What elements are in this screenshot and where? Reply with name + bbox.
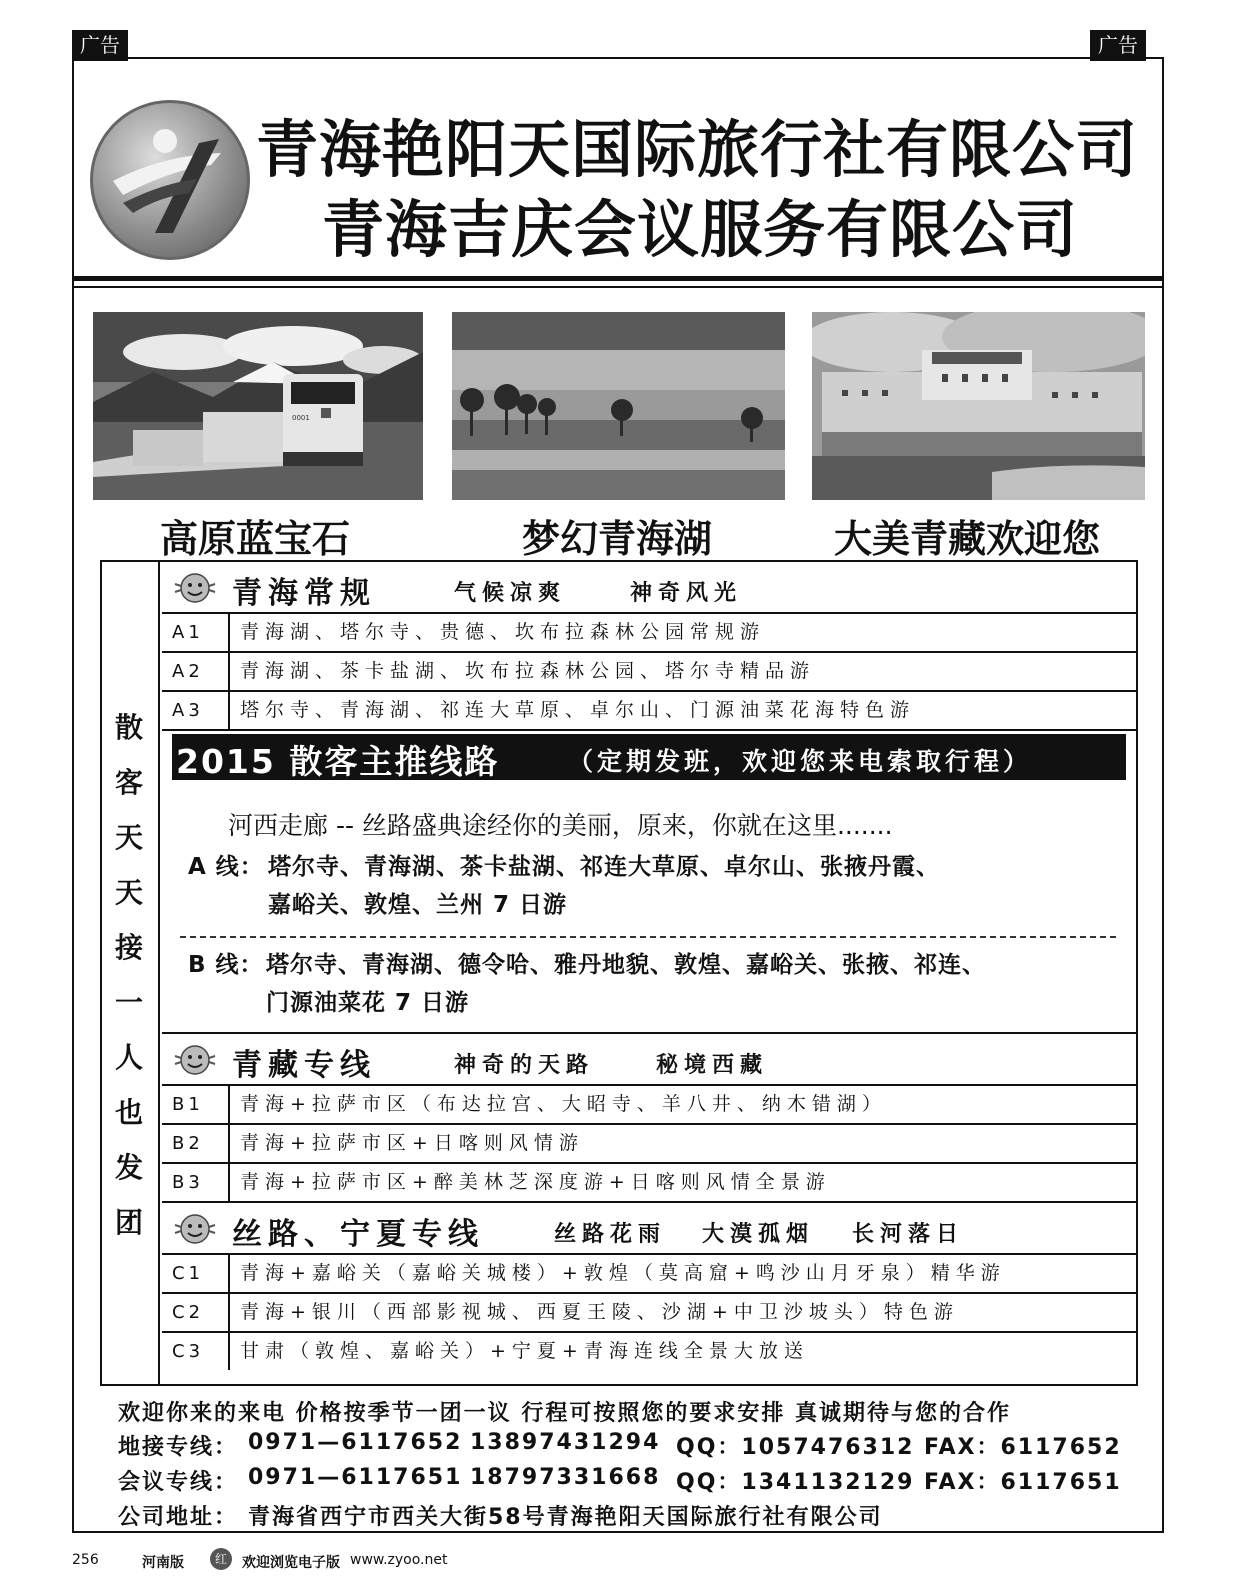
route-text: 青海+银川（西部影视城、西夏王陵、沙湖+中卫沙坡头）特色游	[240, 1301, 959, 1323]
route-code: B2	[162, 1125, 230, 1162]
company-name-secondary: 青海吉庆会议服务有限公司	[322, 193, 1079, 266]
route-code: A3	[162, 692, 230, 729]
dashed-divider	[180, 936, 1116, 938]
ground-qq: QQ：1057476312	[676, 1435, 915, 1460]
section-subtitle: 秘境西藏	[656, 1053, 769, 1078]
section-title: 丝路、宁夏专线	[232, 1217, 484, 1252]
line-b-label: B 线：	[188, 952, 264, 978]
address-label: 公司地址：	[118, 1505, 239, 1530]
meeting-label: 会议专线：	[118, 1470, 239, 1495]
smiley-sun-icon	[172, 1042, 218, 1078]
photo-potala-palace	[812, 312, 1145, 500]
photo-qinghai-lake	[452, 312, 785, 500]
meeting-qq: QQ：1341132129	[676, 1470, 915, 1495]
route-text: 青海湖、塔尔寺、贵德、坎布拉森林公园常规游	[240, 621, 766, 643]
promo-slogan: 河西走廊 -- 丝路盛典途经你的美丽，原来，你就在这里.......	[228, 811, 893, 840]
smiley-sun-icon	[172, 570, 218, 606]
edition-seal-icon: 红	[210, 1548, 232, 1570]
route-row	[162, 1255, 1136, 1294]
company-logo	[90, 100, 250, 260]
ground-mobile: 13897431294	[470, 1430, 661, 1455]
section-title: 青藏专线	[232, 1048, 376, 1083]
welcome-text: 欢迎你来的来电 价格按季节一团一议 行程可按照您的要求安排 真诚期待与您的合作	[118, 1401, 1011, 1426]
meeting-phone: 0971—6117651	[248, 1465, 463, 1490]
route-text: 甘肃（敦煌、嘉峪关）+宁夏+青海连线全景大放送	[240, 1340, 809, 1362]
route-text: 塔尔寺、青海湖、祁连大草原、卓尔山、门源油菜花海特色游	[240, 699, 916, 721]
train-number-plate: 0001	[292, 414, 310, 422]
ad-tag-right: 广告	[1090, 30, 1146, 61]
route-row	[162, 1164, 1136, 1203]
line-b-text-1: 塔尔寺、青海湖、德令哈、雅丹地貌、敦煌、嘉峪关、张掖、祁连、	[266, 952, 986, 978]
section-subtitle: 神奇的天路	[454, 1053, 595, 1078]
section-subtitle: 神奇风光	[630, 581, 743, 606]
route-text: 青海+拉萨市区+日喀则风情游	[240, 1132, 584, 1154]
route-row	[162, 692, 1136, 731]
section-title: 青海常规	[232, 576, 376, 611]
route-code: A1	[162, 614, 230, 651]
route-text: 青海湖、茶卡盐湖、坎布拉森林公园、塔尔寺精品游	[240, 660, 816, 682]
route-code: B3	[162, 1164, 230, 1201]
section-header-qinghai	[162, 562, 1136, 614]
address-text: 青海省西宁市西关大街58号青海艳阳天国际旅行社有限公司	[248, 1505, 883, 1530]
route-code: C2	[162, 1294, 230, 1331]
edition-label: 河南版	[142, 1555, 184, 1571]
route-row	[162, 1086, 1136, 1125]
section-header-silkroad	[162, 1203, 1136, 1255]
ground-fax: FAX：6117652	[924, 1435, 1122, 1460]
route-code: B1	[162, 1086, 230, 1123]
logo-emblem-icon	[93, 103, 247, 257]
route-row	[162, 1333, 1136, 1372]
ad-tag-left: 广告	[72, 30, 128, 61]
section-header-tibet	[162, 1032, 1136, 1086]
route-row	[162, 653, 1136, 692]
meeting-mobile: 18797331668	[470, 1465, 661, 1490]
header-rule-thick	[72, 276, 1164, 281]
promo-banner-note: （定期发班，欢迎您来电索取行程）	[568, 747, 1033, 776]
website-link[interactable]: www.zyoo.net	[350, 1552, 448, 1568]
smiley-sun-icon	[172, 1211, 218, 1247]
line-a-text-1: 塔尔寺、青海湖、茶卡盐湖、祁连大草原、卓尔山、张掖丹霞、	[268, 854, 940, 880]
route-code: A2	[162, 653, 230, 690]
route-code: C1	[162, 1255, 230, 1292]
page-number: 256	[72, 1552, 99, 1568]
route-row	[162, 1294, 1136, 1333]
caption-lake: 梦幻青海湖	[522, 516, 713, 561]
line-a-label: A 线：	[188, 854, 264, 880]
section-subtitle: 长河落日	[852, 1222, 965, 1247]
promo-banner	[172, 734, 1126, 780]
browse-text: 欢迎浏览电子版	[242, 1555, 340, 1571]
route-text: 青海+拉萨市区（布达拉宫、大昭寺、羊八井、纳木错湖）	[240, 1093, 887, 1115]
section-subtitle: 大漠孤烟	[702, 1222, 815, 1247]
company-name-primary: 青海艳阳天国际旅行社有限公司	[256, 113, 1139, 186]
route-row	[162, 614, 1136, 653]
ground-phone: 0971—6117652	[248, 1430, 463, 1455]
ground-line	[118, 1430, 238, 1461]
section-subtitle: 气候凉爽	[454, 581, 567, 606]
photo-train	[93, 312, 423, 500]
line-a-text-2: 嘉峪关、敦煌、兰州 7 日游	[268, 892, 568, 918]
promo-banner-main: 2015 散客主推线路	[176, 742, 500, 781]
route-text: 青海+嘉峪关（嘉峪关城楼）+敦煌（莫高窟+鸣沙山月牙泉）精华游	[240, 1262, 1006, 1284]
header-rule-thin	[72, 286, 1164, 288]
ground-label: 地接专线：	[118, 1435, 239, 1460]
caption-plateau: 高原蓝宝石	[160, 516, 351, 561]
vertical-slogan: 散 客 天 天 接 一 人 也 发 团	[114, 711, 143, 1239]
route-code: C3	[162, 1333, 230, 1370]
meeting-fax: FAX：6117651	[924, 1470, 1122, 1495]
route-text: 青海+拉萨市区+醉美林芝深度游+日喀则风情全景游	[240, 1171, 831, 1193]
line-b-text-2: 门源油菜花 7 日游	[266, 990, 470, 1016]
route-row	[162, 1125, 1136, 1164]
section-subtitle: 丝路花雨	[554, 1222, 667, 1247]
caption-welcome: 大美青藏欢迎您	[834, 516, 1101, 561]
